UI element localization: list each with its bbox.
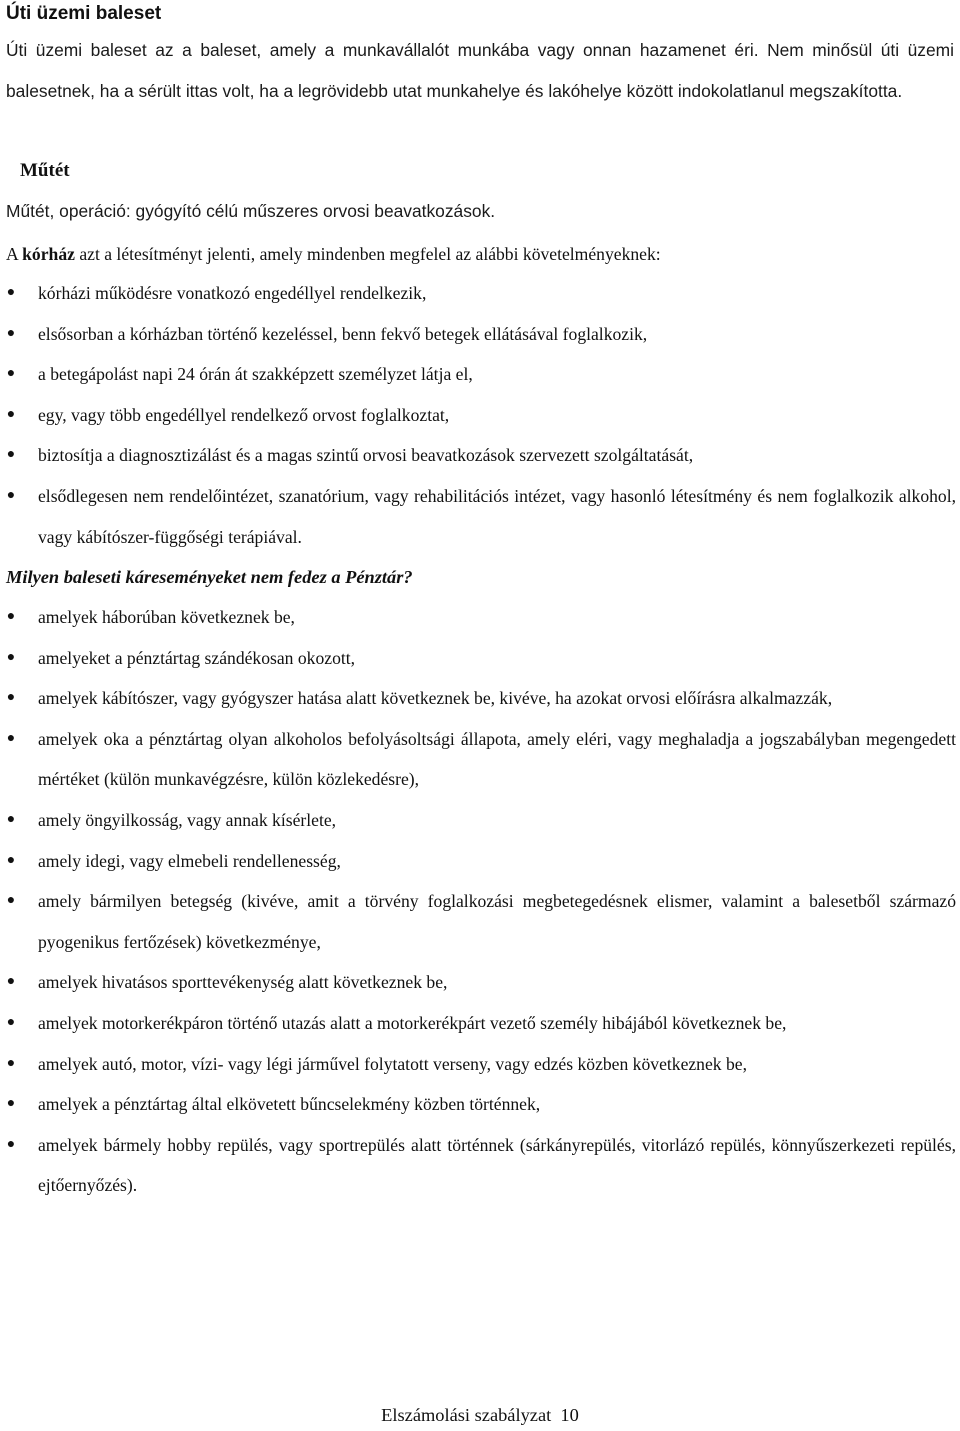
bullet-icon: ● — [6, 893, 16, 909]
list-item-text: elsődlegesen nem rendelőintézet, szanatórium, vagy rehabilitációs intézet, vagy hasonló létesítmény és nem foglalkozik alkohol, vagy kábítószer-függőségi terápiával. — [38, 485, 956, 547]
list-item-text: amelyek kábítószer, vagy gyógyszer hatása alatt következnek be, kivéve, ha azokat orvosi előírásra alkalmazzák, — [38, 688, 833, 709]
bullet-icon: ● — [6, 811, 16, 827]
bullet-icon: ● — [6, 1136, 16, 1152]
exclusions-list — [0, 597, 960, 1206]
list-item-text: amely idegi, vagy elmebeli rendellenesség, — [38, 850, 341, 871]
bullet-icon: ● — [6, 730, 16, 746]
hospital-requirements-list — [0, 273, 960, 557]
exclusions-title: Milyen baleseti káreseményeket nem fedez a Pénztár? — [6, 567, 413, 587]
list-item — [0, 841, 960, 882]
bullet-icon: ● — [6, 609, 16, 624]
list-item-text: amelyek a pénztártag által elkövetett bűncselekmény közben történnek, — [38, 1094, 541, 1115]
list-item — [0, 1084, 960, 1125]
list-item — [0, 395, 960, 436]
list-item — [0, 1044, 960, 1085]
list-item-text: egy, vagy több engedéllyel rendelkező orvost foglalkoztat, — [38, 404, 450, 425]
bullet-icon: ● — [6, 1014, 16, 1030]
bullet-icon: ● — [6, 285, 16, 300]
list-item — [0, 273, 960, 314]
list-item-text: amelyeket a pénztártag szándékosan okozott, — [38, 647, 356, 668]
page-number: 10 — [560, 1405, 579, 1425]
bullet-icon: ● — [6, 649, 16, 665]
bullet-icon: ● — [6, 1055, 16, 1071]
list-item-text: kórházi működésre vonatkozó engedéllyel rendelkezik, — [38, 283, 427, 303]
list-item — [0, 597, 960, 638]
bullet-icon: ● — [6, 690, 16, 706]
bullet-icon: ● — [6, 487, 16, 503]
list-item — [0, 719, 960, 800]
bullet-icon: ● — [6, 366, 16, 382]
hospital-intro-suffix: azt a létesítményt jelenti, amely mindenben megfelel az alábbi követelményeknek: — [74, 244, 661, 264]
list-item — [0, 638, 960, 679]
list-item-text: biztosítja a diagnosztizálást és a magas szintű orvosi beavatkozások szervezett szolgáltatását, — [38, 445, 694, 466]
bullet-icon: ● — [6, 974, 16, 990]
list-item — [0, 476, 960, 557]
hospital-intro-prefix: A — [6, 244, 23, 264]
bullet-icon: ● — [6, 447, 16, 463]
list-item-text: amelyek motorkerékpáron történő utazás alatt a motorkerékpárt vezető személy hibájából következnek be, — [38, 1012, 787, 1033]
list-item-text: amely öngyilkosság, vagy annak kísérlete, — [38, 809, 337, 830]
bullet-icon: ● — [6, 325, 16, 341]
bullet-icon: ● — [6, 406, 16, 422]
list-item — [0, 678, 960, 719]
list-item — [0, 800, 960, 841]
list-item-text: amelyek háborúban következnek be, — [38, 607, 295, 627]
list-item-text: amelyek hivatásos sporttevékenység alatt következnek be, — [38, 972, 448, 993]
list-item — [0, 354, 960, 395]
list-item-text: a betegápolást napi 24 órán át szakképzett személyzet látja el, — [38, 364, 473, 385]
list-item — [0, 1125, 960, 1206]
list-item — [0, 881, 960, 962]
list-item — [0, 435, 960, 476]
section-title-commute-accident: Úti üzemi baleset — [6, 3, 162, 24]
list-item-text: elsősorban a kórházban történő kezeléssel, benn fekvő betegek ellátásával foglalkozik, — [38, 323, 648, 344]
list-item-text: amelyek autó, motor, vízi- vagy légi járművel folytatott verseny, vagy edzés közben következnek be, — [38, 1053, 747, 1074]
footer-title: Elszámolási szabályzat — [381, 1405, 552, 1425]
list-item — [0, 314, 960, 355]
bullet-icon: ● — [6, 852, 16, 868]
list-item-text: amely bármilyen betegség (kivéve, amit a törvény foglalkozási megbetegedésnek elismer, valamint a balesetből származó pyogenikus fertőzések) következménye, — [38, 891, 956, 952]
list-item — [0, 962, 960, 1003]
hospital-intro — [6, 240, 661, 268]
list-item — [0, 1003, 960, 1044]
commute-accident-paragraph: Úti üzemi baleset az a baleset, amely a munkavállalót munkába vagy onnan hazamenet éri. Nem minősül úti üzemi balesetnek, ha a sérült ittas volt, ha a legrövidebb utat munkahelye és lakóhelye között indokolatlanul megszakította. — [6, 40, 954, 101]
surgery-definition: Műtét, operáció: gyógyító célú műszeres orvosi beavatkozások. — [6, 201, 496, 221]
list-item-text: amelyek oka a pénztártag olyan alkoholos befolyásoltsági állapota, amely eléri, vagy meghaladja a jogszabályban megengedett mértéket (külön munkavégzésre, külön közlekedésre), — [38, 728, 956, 790]
page-footer — [0, 1402, 960, 1428]
bullet-icon: ● — [6, 1096, 16, 1112]
list-item-text: amelyek bármely hobby repülés, vagy sportrepülés alatt történnek (sárkányrepülés, vitorlázó repülés, könnyűszerkezeti repülés, ejtőernyőzés). — [38, 1134, 956, 1196]
hospital-term: kórház — [22, 244, 75, 264]
section-title-surgery: Műtét — [20, 160, 70, 181]
